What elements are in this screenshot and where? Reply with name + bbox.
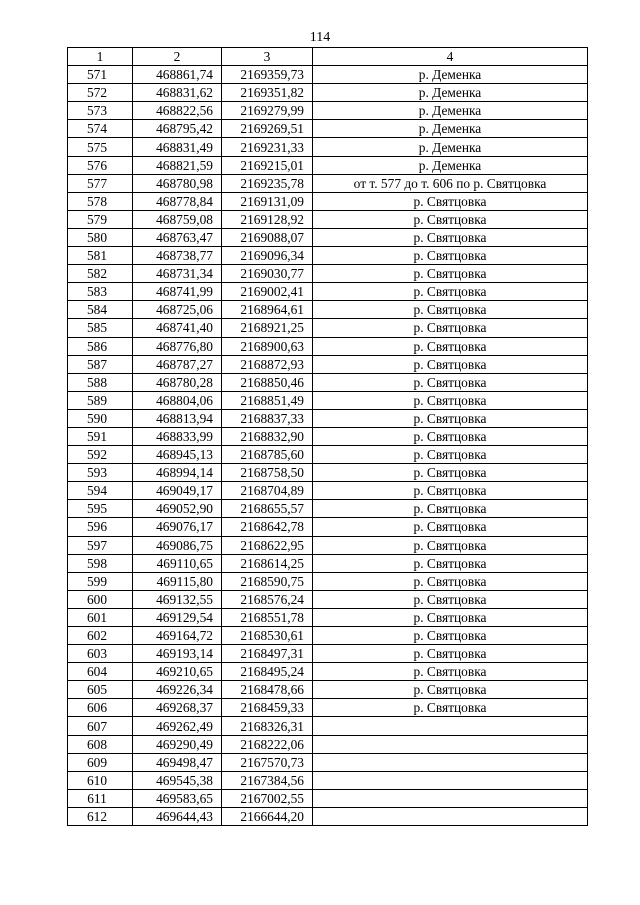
header-row — [68, 48, 588, 66]
coord-x: 468763,47 — [133, 228, 222, 246]
coord-y: 2169351,82 — [222, 84, 313, 102]
table-row — [68, 120, 588, 138]
boundary-description — [313, 771, 588, 789]
coord-x: 468780,98 — [133, 174, 222, 192]
coord-y: 2168837,33 — [222, 409, 313, 427]
boundary-description: р. Святцовка — [313, 210, 588, 228]
boundary-description: р. Святцовка — [313, 337, 588, 355]
point-number: 601 — [68, 608, 133, 626]
coord-y: 2168326,31 — [222, 717, 313, 735]
point-number: 602 — [68, 627, 133, 645]
coord-x: 469290,49 — [133, 735, 222, 753]
boundary-description: р. Святцовка — [313, 590, 588, 608]
point-number: 595 — [68, 500, 133, 518]
point-number: 587 — [68, 355, 133, 373]
table-row — [68, 554, 588, 572]
boundary-description: р. Деменка — [313, 156, 588, 174]
table-row — [68, 373, 588, 391]
coord-x: 469052,90 — [133, 500, 222, 518]
coord-x: 468994,14 — [133, 464, 222, 482]
table-row — [68, 156, 588, 174]
table-row — [68, 518, 588, 536]
table-row — [68, 753, 588, 771]
coord-y: 2168459,33 — [222, 699, 313, 717]
coord-y: 2168590,75 — [222, 572, 313, 590]
table-row — [68, 681, 588, 699]
coord-y: 2169279,99 — [222, 102, 313, 120]
coord-x: 469086,75 — [133, 536, 222, 554]
coord-x: 468821,59 — [133, 156, 222, 174]
point-number: 598 — [68, 554, 133, 572]
page-number: 114 — [309, 30, 331, 45]
table-row — [68, 735, 588, 753]
table-row — [68, 482, 588, 500]
coord-y: 2168832,90 — [222, 427, 313, 445]
boundary-description: р. Святцовка — [313, 663, 588, 681]
point-number: 589 — [68, 391, 133, 409]
coord-x: 469076,17 — [133, 518, 222, 536]
coord-y: 2166644,20 — [222, 807, 313, 825]
coord-y: 2168222,06 — [222, 735, 313, 753]
coord-y: 2168576,24 — [222, 590, 313, 608]
coord-x: 469193,14 — [133, 645, 222, 663]
coord-y: 2168921,25 — [222, 319, 313, 337]
table-row — [68, 265, 588, 283]
coord-x: 468731,34 — [133, 265, 222, 283]
point-number: 611 — [68, 789, 133, 807]
coord-y: 2168495,24 — [222, 663, 313, 681]
table-row — [68, 319, 588, 337]
table-header — [68, 48, 588, 66]
coord-x: 468831,49 — [133, 138, 222, 156]
boundary-description: р. Святцовка — [313, 500, 588, 518]
boundary-description: р. Святцовка — [313, 482, 588, 500]
boundary-description: р. Святцовка — [313, 572, 588, 590]
boundary-description: р. Святцовка — [313, 301, 588, 319]
table-row — [68, 500, 588, 518]
coord-x: 468945,13 — [133, 446, 222, 464]
coord-x: 468780,28 — [133, 373, 222, 391]
boundary-description: р. Святцовка — [313, 391, 588, 409]
coord-y: 2169235,78 — [222, 174, 313, 192]
table-row — [68, 645, 588, 663]
coord-y: 2169128,92 — [222, 210, 313, 228]
point-number: 592 — [68, 446, 133, 464]
boundary-description: р. Деменка — [313, 66, 588, 84]
point-number: 609 — [68, 753, 133, 771]
coord-x: 469129,54 — [133, 608, 222, 626]
table-row — [68, 283, 588, 301]
boundary-description: р. Святцовка — [313, 518, 588, 536]
point-number: 590 — [68, 409, 133, 427]
table-row — [68, 228, 588, 246]
point-number: 581 — [68, 247, 133, 265]
table-row — [68, 301, 588, 319]
point-number: 574 — [68, 120, 133, 138]
table-row — [68, 608, 588, 626]
table-row — [68, 627, 588, 645]
table-row — [68, 409, 588, 427]
table-row — [68, 102, 588, 120]
point-number: 588 — [68, 373, 133, 391]
boundary-description — [313, 735, 588, 753]
coord-y: 2167570,73 — [222, 753, 313, 771]
table-row — [68, 771, 588, 789]
point-number: 610 — [68, 771, 133, 789]
boundary-description: р. Святцовка — [313, 228, 588, 246]
coord-y: 2168785,60 — [222, 446, 313, 464]
table-row — [68, 174, 588, 192]
coord-y: 2168704,89 — [222, 482, 313, 500]
coord-x: 469545,38 — [133, 771, 222, 789]
header-col-1: 1 — [68, 48, 133, 66]
coord-y: 2168758,50 — [222, 464, 313, 482]
boundary-description: р. Святцовка — [313, 247, 588, 265]
point-number: 599 — [68, 572, 133, 590]
boundary-description — [313, 753, 588, 771]
coord-y: 2167384,56 — [222, 771, 313, 789]
table-row — [68, 717, 588, 735]
boundary-description: р. Святцовка — [313, 645, 588, 663]
coord-x: 468833,99 — [133, 427, 222, 445]
header-col-3: 3 — [222, 48, 313, 66]
point-number: 584 — [68, 301, 133, 319]
coord-x: 469498,47 — [133, 753, 222, 771]
boundary-description: р. Святцовка — [313, 536, 588, 554]
coord-y: 2168655,57 — [222, 500, 313, 518]
boundary-description — [313, 717, 588, 735]
point-number: 573 — [68, 102, 133, 120]
boundary-description: р. Святцовка — [313, 373, 588, 391]
coord-x: 469226,34 — [133, 681, 222, 699]
point-number: 577 — [68, 174, 133, 192]
coord-y: 2169215,01 — [222, 156, 313, 174]
point-number: 578 — [68, 192, 133, 210]
boundary-description: р. Святцовка — [313, 608, 588, 626]
coord-y: 2168614,25 — [222, 554, 313, 572]
coord-y: 2168622,95 — [222, 536, 313, 554]
table-row — [68, 699, 588, 717]
boundary-description: р. Святцовка — [313, 464, 588, 482]
point-number: 606 — [68, 699, 133, 717]
coord-x: 469164,72 — [133, 627, 222, 645]
coord-y: 2168851,49 — [222, 391, 313, 409]
point-number: 603 — [68, 645, 133, 663]
table-row — [68, 84, 588, 102]
table-row — [68, 210, 588, 228]
table-row — [68, 807, 588, 825]
point-number: 605 — [68, 681, 133, 699]
point-number: 582 — [68, 265, 133, 283]
coord-y: 2168642,78 — [222, 518, 313, 536]
boundary-description: р. Святцовка — [313, 554, 588, 572]
point-number: 580 — [68, 228, 133, 246]
coord-x: 469583,65 — [133, 789, 222, 807]
table-row — [68, 192, 588, 210]
coord-x: 468725,06 — [133, 301, 222, 319]
boundary-description: р. Святцовка — [313, 319, 588, 337]
boundary-description: р. Святцовка — [313, 283, 588, 301]
coord-y: 2168900,63 — [222, 337, 313, 355]
coord-y: 2168497,31 — [222, 645, 313, 663]
coordinates-table — [67, 47, 588, 826]
point-number: 583 — [68, 283, 133, 301]
coord-x: 468861,74 — [133, 66, 222, 84]
coord-x: 468795,42 — [133, 120, 222, 138]
boundary-description: р. Святцовка — [313, 627, 588, 645]
point-number: 597 — [68, 536, 133, 554]
point-number: 585 — [68, 319, 133, 337]
boundary-description: р. Святцовка — [313, 192, 588, 210]
coord-x: 468778,84 — [133, 192, 222, 210]
coord-x: 468741,40 — [133, 319, 222, 337]
point-number: 608 — [68, 735, 133, 753]
coord-y: 2167002,55 — [222, 789, 313, 807]
table-row — [68, 590, 588, 608]
boundary-description: р. Деменка — [313, 138, 588, 156]
point-number: 596 — [68, 518, 133, 536]
boundary-description: р. Святцовка — [313, 699, 588, 717]
point-number: 612 — [68, 807, 133, 825]
coord-x: 469210,65 — [133, 663, 222, 681]
coord-x: 468738,77 — [133, 247, 222, 265]
coord-x: 468776,80 — [133, 337, 222, 355]
table-body — [68, 66, 588, 826]
coord-y: 2169030,77 — [222, 265, 313, 283]
table-row — [68, 572, 588, 590]
coord-y: 2168872,93 — [222, 355, 313, 373]
coord-x: 469110,65 — [133, 554, 222, 572]
table-row — [68, 446, 588, 464]
boundary-description: р. Святцовка — [313, 409, 588, 427]
table-row — [68, 337, 588, 355]
coord-x: 469132,55 — [133, 590, 222, 608]
header-col-2: 2 — [133, 48, 222, 66]
table-row — [68, 789, 588, 807]
table-row — [68, 427, 588, 445]
coord-y: 2168530,61 — [222, 627, 313, 645]
coord-y: 2169359,73 — [222, 66, 313, 84]
coord-x: 469262,49 — [133, 717, 222, 735]
point-number: 579 — [68, 210, 133, 228]
boundary-description — [313, 789, 588, 807]
coord-y: 2168478,66 — [222, 681, 313, 699]
coord-x: 468813,94 — [133, 409, 222, 427]
coord-x: 468822,56 — [133, 102, 222, 120]
coord-y: 2169088,07 — [222, 228, 313, 246]
point-number: 571 — [68, 66, 133, 84]
coord-x: 468787,27 — [133, 355, 222, 373]
point-number: 593 — [68, 464, 133, 482]
coord-y: 2169269,51 — [222, 120, 313, 138]
coord-y: 2169231,33 — [222, 138, 313, 156]
coord-x: 469115,80 — [133, 572, 222, 590]
boundary-description: р. Святцовка — [313, 427, 588, 445]
coord-x: 469268,37 — [133, 699, 222, 717]
coord-y: 2169096,34 — [222, 247, 313, 265]
point-number: 575 — [68, 138, 133, 156]
boundary-description — [313, 807, 588, 825]
point-number: 607 — [68, 717, 133, 735]
table-row — [68, 663, 588, 681]
coord-y: 2168551,78 — [222, 608, 313, 626]
table-row — [68, 247, 588, 265]
coord-y: 2169131,09 — [222, 192, 313, 210]
boundary-description: р. Деменка — [313, 120, 588, 138]
point-number: 576 — [68, 156, 133, 174]
point-number: 572 — [68, 84, 133, 102]
point-number: 591 — [68, 427, 133, 445]
coord-y: 2168850,46 — [222, 373, 313, 391]
table-row — [68, 536, 588, 554]
boundary-description: р. Святцовка — [313, 681, 588, 699]
boundary-description: р. Святцовка — [313, 446, 588, 464]
boundary-description: р. Деменка — [313, 102, 588, 120]
point-number: 600 — [68, 590, 133, 608]
point-number: 586 — [68, 337, 133, 355]
table-row — [68, 138, 588, 156]
coord-x: 468804,06 — [133, 391, 222, 409]
table-row — [68, 66, 588, 84]
coord-x: 469644,43 — [133, 807, 222, 825]
table-row — [68, 355, 588, 373]
coord-y: 2169002,41 — [222, 283, 313, 301]
coord-x: 468831,62 — [133, 84, 222, 102]
boundary-description: от т. 577 до т. 606 по р. Святцовка — [313, 174, 588, 192]
point-number: 604 — [68, 663, 133, 681]
table-row — [68, 464, 588, 482]
coord-x: 468741,99 — [133, 283, 222, 301]
coord-x: 469049,17 — [133, 482, 222, 500]
boundary-description: р. Деменка — [313, 84, 588, 102]
boundary-description: р. Святцовка — [313, 355, 588, 373]
coord-y: 2168964,61 — [222, 301, 313, 319]
boundary-description: р. Святцовка — [313, 265, 588, 283]
point-number: 594 — [68, 482, 133, 500]
table-row — [68, 391, 588, 409]
header-col-4: 4 — [313, 48, 588, 66]
coord-x: 468759,08 — [133, 210, 222, 228]
